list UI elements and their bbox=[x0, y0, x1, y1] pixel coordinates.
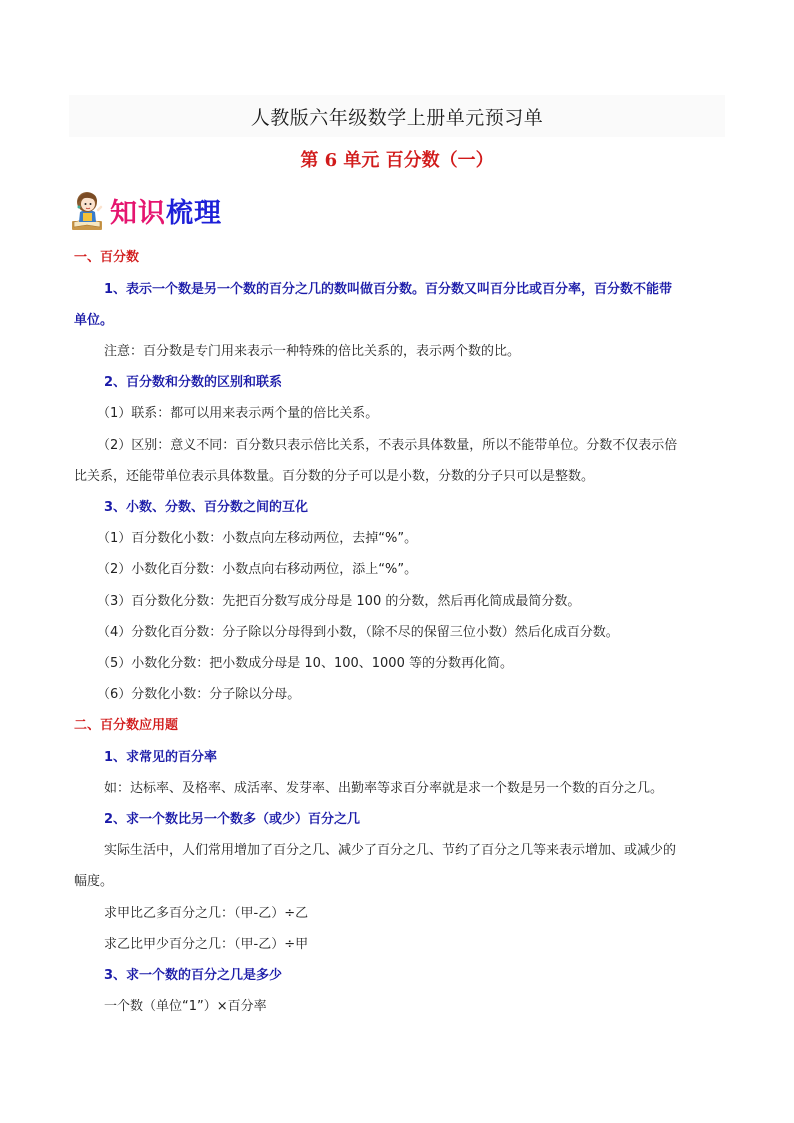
formula: 求甲比乙多百分之几：（甲-乙）÷乙 bbox=[104, 906, 309, 921]
subsection-heading: 3、小数、分数、百分数之间的互化 bbox=[104, 500, 309, 515]
paragraph-continued: 幅度。 bbox=[74, 874, 114, 889]
note-text: 注意：百分数是专门用来表示一种特殊的倍比关系的，表示两个数的比。 bbox=[104, 344, 521, 359]
subsection-heading: 1、求常见的百分率 bbox=[104, 750, 218, 765]
subsection-heading: 3、求一个数的百分之几是多少 bbox=[104, 968, 283, 983]
paragraph: 如：达标率、及格率、成活率、发芽率、出勤率等求百分率就是求一个数是另一个数的百分之几。 bbox=[104, 781, 664, 796]
banner-title bbox=[110, 191, 222, 230]
subsection-heading: 2、求一个数比另一个数多（或少）百分之几 bbox=[104, 812, 361, 827]
list-item: （3）百分数化分数：先把百分数写成分母是 100 的分数，然后再化简成最简分数。 bbox=[97, 594, 581, 609]
list-item: （1）百分数化小数：小数点向左移动两位，去掉“%”。 bbox=[97, 531, 418, 546]
knowledge-banner bbox=[68, 188, 222, 232]
list-item-continued: 比关系，还能带单位表示具体数量。百分数的分子可以是小数，分数的分子只可以是整数。 bbox=[74, 469, 595, 484]
paragraph: 实际生活中，人们常用增加了百分之几、减少了百分之几、节约了百分之几等来表示增加、或减少的 bbox=[104, 843, 677, 858]
list-item: （1）联系：都可以用来表示两个量的倍比关系。 bbox=[97, 406, 379, 421]
banner-title-part1: 知识 bbox=[110, 197, 166, 229]
subsection-heading: 2、百分数和分数的区别和联系 bbox=[104, 375, 283, 390]
header-band bbox=[69, 95, 725, 137]
definition-line-1: 1、表示一个数是另一个数的百分之几的数叫做百分数。百分数又叫百分比或百分率，百分数不能带 bbox=[104, 282, 673, 297]
banner-title-part2: 梳理 bbox=[166, 197, 222, 229]
list-item: （5）小数化分数：把小数成分母是 10、100、1000 等的分数再化简。 bbox=[97, 656, 513, 671]
section-heading: 一、百分数 bbox=[74, 250, 140, 265]
formula: 求乙比甲少百分之几：（甲-乙）÷甲 bbox=[104, 937, 309, 952]
formula: 一个数（单位“1”）×百分率 bbox=[104, 999, 267, 1014]
list-item: （6）分数化小数：分子除以分母。 bbox=[97, 687, 301, 702]
section-heading: 二、百分数应用题 bbox=[74, 718, 179, 733]
list-item: （2）小数化百分数：小数点向右移动两位，添上“%”。 bbox=[97, 562, 418, 577]
definition-line-2: 单位。 bbox=[74, 313, 114, 328]
list-item: （4）分数化百分数：分子除以分母得到小数，（除不尽的保留三位小数）然后化成百分数。 bbox=[97, 625, 619, 640]
girl-reading-book-icon bbox=[68, 188, 108, 232]
unit-title: 第 6 单元 百分数（一） bbox=[300, 150, 494, 171]
document-title: 人教版六年级数学上册单元预习单 bbox=[250, 106, 544, 129]
list-item: （2）区别：意义不同：百分数只表示倍比关系，不表示具体数量，所以不能带单位。分数不仅表示倍 bbox=[97, 438, 678, 453]
